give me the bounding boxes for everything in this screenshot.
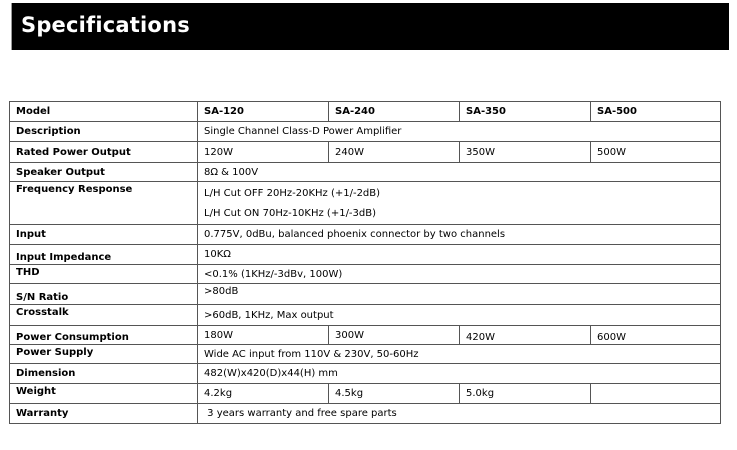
row-label-description: Description (10, 122, 198, 142)
row-label-power-consumption: Power Consumption (10, 326, 198, 345)
table-row-weight (10, 384, 721, 404)
model-header-sa-350: SA-350 (460, 102, 591, 122)
weight-sa-240: 4.5kg (329, 384, 460, 404)
table-row-power-consumption (10, 326, 721, 345)
row-label-power-supply: Power Supply (10, 345, 198, 364)
table-row-crosstalk (10, 305, 721, 326)
input-impedance-value: 10KΩ (198, 245, 721, 265)
row-label-sn-ratio: S/N Ratio (10, 284, 198, 305)
row-label-input-impedance: Input Impedance (10, 245, 198, 265)
model-header-sa-120: SA-120 (198, 102, 329, 122)
rated-power-sa-500: 500W (591, 142, 721, 163)
warranty-value: 3 years warranty and free spare parts (198, 404, 721, 424)
table-row-rated-power (10, 142, 721, 163)
description-value: Single Channel Class-D Power Amplifier (198, 122, 721, 142)
table-row-model (10, 102, 721, 122)
weight-sa-500 (591, 384, 721, 404)
header-banner (11, 3, 729, 50)
row-label-rated-power: Rated Power Output (10, 142, 198, 163)
row-label-crosstalk: Crosstalk (10, 305, 198, 326)
power-consumption-sa-350: 420W (460, 326, 591, 345)
rated-power-sa-350: 350W (460, 142, 591, 163)
rated-power-sa-240: 240W (329, 142, 460, 163)
frequency-response-line-2: L/H Cut ON 70Hz-10KHz (+1/-3dB) (204, 208, 377, 219)
input-value: 0.775V, 0dBu, balanced phoenix connector by two channels (198, 225, 721, 245)
frequency-response-line-1: L/H Cut OFF 20Hz-20KHz (+1/-2dB) (204, 188, 381, 199)
row-label-dimension: Dimension (10, 364, 198, 384)
row-label-weight: Weight (10, 384, 198, 404)
table-row-sn-ratio (10, 284, 721, 305)
power-consumption-sa-120: 180W (198, 326, 329, 345)
table-row-frequency-response (10, 182, 721, 225)
row-label-thd: THD (10, 265, 198, 284)
rated-power-sa-120: 120W (198, 142, 329, 163)
row-label-input: Input (10, 225, 198, 245)
table-row-input-impedance (10, 245, 721, 265)
power-supply-value: Wide AC input from 110V & 230V, 50-60Hz (198, 345, 721, 364)
power-consumption-sa-500: 600W (591, 326, 721, 345)
model-header-sa-500: SA-500 (591, 102, 721, 122)
page-title: Specifications (21, 13, 190, 37)
model-header-sa-240: SA-240 (329, 102, 460, 122)
table-row-dimension (10, 364, 721, 384)
power-consumption-sa-240: 300W (329, 326, 460, 345)
row-label-speaker-output: Speaker Output (10, 163, 198, 182)
row-label-warranty: Warranty (10, 404, 198, 424)
table-row-input (10, 225, 721, 245)
table-row-thd (10, 265, 721, 284)
specifications-table (9, 101, 721, 424)
sn-ratio-value: >80dB (198, 284, 721, 305)
table-row-power-supply (10, 345, 721, 364)
row-label-model: Model (10, 102, 198, 122)
row-label-frequency-response: Frequency Response (10, 182, 198, 225)
crosstalk-value: >60dB, 1KHz, Max output (198, 305, 721, 326)
weight-sa-350: 5.0kg (460, 384, 591, 404)
speaker-output-value: 8Ω & 100V (198, 163, 721, 182)
thd-value: <0.1% (1KHz/-3dBv, 100W) (198, 265, 721, 284)
dimension-value: 482(W)x420(D)x44(H) mm (198, 364, 721, 384)
table-row-description (10, 122, 721, 142)
table-row-speaker-output (10, 163, 721, 182)
weight-sa-120: 4.2kg (198, 384, 329, 404)
frequency-response-value (198, 182, 721, 225)
table-row-warranty (10, 404, 721, 424)
